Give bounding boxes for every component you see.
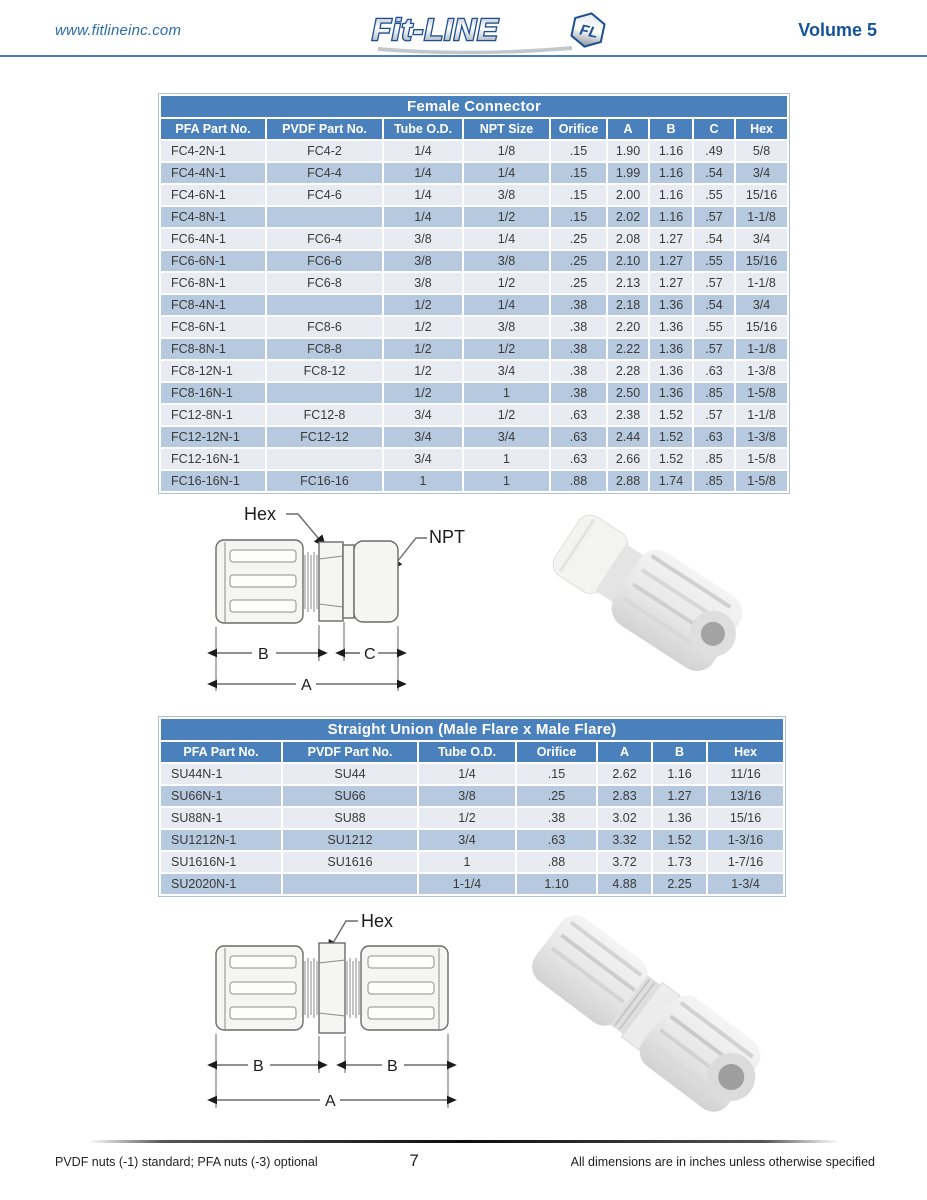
table-row <box>161 141 787 161</box>
table-cell: FC6-6N-1 <box>161 251 265 271</box>
straight-union-photo <box>518 903 768 1128</box>
table-cell: 15/16 <box>736 185 787 205</box>
table-row <box>161 229 787 249</box>
table-cell: 1/2 <box>384 295 462 315</box>
table-title-female-connector: Female Connector <box>161 96 787 117</box>
table-cell: SU1616N-1 <box>161 852 281 872</box>
table-cell: 15/16 <box>736 317 787 337</box>
table-row <box>161 185 787 205</box>
table-cell: .15 <box>517 764 596 784</box>
column-header: PFA Part No. <box>161 119 265 139</box>
table-cell: 1.52 <box>650 449 692 469</box>
table-cell: 1-7/16 <box>708 852 783 872</box>
table-cell: 1 <box>464 449 549 469</box>
table-cell: 3.02 <box>598 808 651 828</box>
table-cell: FC6-4 <box>267 229 382 249</box>
table-cell: FC8-12 <box>267 361 382 381</box>
table-row <box>161 427 787 447</box>
npt-callout-label: NPT <box>429 527 465 547</box>
table-cell: 11/16 <box>708 764 783 784</box>
table-cell: .63 <box>517 830 596 850</box>
table-cell: 1.52 <box>650 427 692 447</box>
table-row <box>161 405 787 425</box>
table-cell: .85 <box>694 449 734 469</box>
table-cell: FC4-2 <box>267 141 382 161</box>
fitline-logo-graphic <box>360 6 620 56</box>
table-cell: .63 <box>551 427 606 447</box>
female-connector-drawing <box>186 498 506 703</box>
column-header: PVDF Part No. <box>283 742 417 762</box>
dim-b-label: B <box>258 646 269 663</box>
dim-a-label: A <box>301 677 312 694</box>
table-cell: FC6-8 <box>267 273 382 293</box>
table-cell: 1 <box>384 471 462 491</box>
table-row <box>161 471 787 491</box>
straight-union-drawing <box>186 903 516 1128</box>
table-cell: 1.16 <box>650 141 692 161</box>
table-cell: .25 <box>551 273 606 293</box>
table-cell: 1.27 <box>653 786 706 806</box>
column-header: PVDF Part No. <box>267 119 382 139</box>
table-cell: SU1212N-1 <box>161 830 281 850</box>
table-cell: FC6-4N-1 <box>161 229 265 249</box>
table-cell: 13/16 <box>708 786 783 806</box>
table-cell: .38 <box>551 317 606 337</box>
table-row <box>161 361 787 381</box>
table-row <box>161 207 787 227</box>
table-row <box>161 273 787 293</box>
column-header: Orifice <box>517 742 596 762</box>
table-cell: FC12-8N-1 <box>161 405 265 425</box>
table-cell: 1-3/8 <box>736 427 787 447</box>
table-cell: 1/2 <box>464 339 549 359</box>
hex-callout-label: Hex <box>244 504 277 524</box>
female-connector-photo <box>533 498 768 698</box>
table-cell: .55 <box>694 317 734 337</box>
table-cell: 3/4 <box>384 427 462 447</box>
table-cell: 2.08 <box>608 229 648 249</box>
column-header-row <box>161 119 787 139</box>
table-cell: 1.27 <box>650 229 692 249</box>
table-cell <box>267 449 382 469</box>
table-cell: 1.36 <box>650 317 692 337</box>
straight-union-figure <box>158 903 768 1141</box>
dimension-a <box>216 677 398 694</box>
table-cell: 4.88 <box>598 874 651 894</box>
page-header <box>0 0 927 57</box>
table-cell: .88 <box>517 852 596 872</box>
table-cell: 2.20 <box>608 317 648 337</box>
table-row <box>161 874 783 894</box>
table-cell: 3/8 <box>419 786 515 806</box>
hex-callout-label: Hex <box>361 911 394 931</box>
table-cell: 1/2 <box>384 339 462 359</box>
table-cell: 1.27 <box>650 273 692 293</box>
table-cell: 1/4 <box>464 229 549 249</box>
table-cell: 1-3/16 <box>708 830 783 850</box>
table-row <box>161 317 787 337</box>
table-cell: 1/4 <box>384 163 462 183</box>
table-cell: .15 <box>551 207 606 227</box>
table-cell: 1/2 <box>384 317 462 337</box>
table-cell: FC8-4N-1 <box>161 295 265 315</box>
table-cell: 1-5/8 <box>736 471 787 491</box>
table-cell: 1.16 <box>650 185 692 205</box>
dimension-b-right <box>345 1058 448 1075</box>
table-cell: 15/16 <box>736 251 787 271</box>
column-header: Hex <box>736 119 787 139</box>
table-cell: 1/4 <box>464 295 549 315</box>
dimension-b-left <box>216 1058 319 1075</box>
table-cell: FC12-12N-1 <box>161 427 265 447</box>
drawing-left-threads <box>305 958 317 1018</box>
table-cell: FC8-8 <box>267 339 382 359</box>
table-cell: .38 <box>551 295 606 315</box>
table-cell: 2.00 <box>608 185 648 205</box>
table-cell: .15 <box>551 185 606 205</box>
table-cell: 2.28 <box>608 361 648 381</box>
table-cell: 1.52 <box>653 830 706 850</box>
table-row <box>161 786 783 806</box>
table-cell <box>267 295 382 315</box>
table-cell: .54 <box>694 163 734 183</box>
female-connector-table <box>158 93 790 494</box>
table-row <box>161 830 783 850</box>
table-cell: 3/4 <box>384 405 462 425</box>
table-cell: 1.27 <box>650 251 692 271</box>
table-cell: 1/4 <box>384 207 462 227</box>
table-cell: SU66 <box>283 786 417 806</box>
table-cell: 1.16 <box>650 207 692 227</box>
drawing-right-nut <box>361 946 448 1030</box>
table-cell: SU2020N-1 <box>161 874 281 894</box>
column-header: Tube O.D. <box>384 119 462 139</box>
table-cell: FC16-16N-1 <box>161 471 265 491</box>
column-header: A <box>598 742 651 762</box>
dimension-b <box>216 646 319 663</box>
table-cell: FC8-8N-1 <box>161 339 265 359</box>
table-cell: .63 <box>551 449 606 469</box>
dim-a-label: A <box>325 1093 336 1110</box>
table-cell: SU88 <box>283 808 417 828</box>
table-cell: 3/8 <box>464 317 549 337</box>
table-row <box>161 764 783 784</box>
table-cell: .57 <box>694 273 734 293</box>
table-cell: 15/16 <box>708 808 783 828</box>
table-cell: 1-1/8 <box>736 405 787 425</box>
table-cell: 1.36 <box>650 361 692 381</box>
table-cell: 1/4 <box>384 185 462 205</box>
table-cell: FC4-2N-1 <box>161 141 265 161</box>
table-cell: 3/4 <box>464 361 549 381</box>
table-cell: 1.36 <box>653 808 706 828</box>
footer-left-note: PVDF nuts (-1) standard; PFA nuts (-3) optional <box>55 1155 318 1169</box>
dim-b-left-label: B <box>253 1058 264 1075</box>
table-cell: .15 <box>551 163 606 183</box>
table-cell: 2.22 <box>608 339 648 359</box>
table-cell: 3/4 <box>464 427 549 447</box>
column-header: NPT Size <box>464 119 549 139</box>
drawing-right-threads <box>347 958 359 1018</box>
logo-fl-badge <box>570 10 606 49</box>
table-cell: .25 <box>551 229 606 249</box>
drawing-left-nut <box>216 946 303 1030</box>
table-cell: FC4-4 <box>267 163 382 183</box>
table-cell: .85 <box>694 471 734 491</box>
table-cell: 1 <box>464 383 549 403</box>
table-cell: FC6-6 <box>267 251 382 271</box>
table-cell: 3/4 <box>736 229 787 249</box>
website-url[interactable]: www.fitlineinc.com <box>55 22 182 39</box>
table-cell: .85 <box>694 383 734 403</box>
table-cell: .54 <box>694 295 734 315</box>
female-connector-rows <box>161 141 787 491</box>
table-cell: SU44N-1 <box>161 764 281 784</box>
table-cell: .25 <box>517 786 596 806</box>
table-cell: 1-1/8 <box>736 273 787 293</box>
straight-union-rows <box>161 764 783 894</box>
table-cell: FC4-8N-1 <box>161 207 265 227</box>
table-cell: 3/4 <box>736 295 787 315</box>
fitline-logo <box>360 6 620 56</box>
table-row <box>161 383 787 403</box>
table-cell: 1-1/4 <box>419 874 515 894</box>
column-header-row <box>161 742 783 762</box>
table-cell: .57 <box>694 339 734 359</box>
column-header: A <box>608 119 648 139</box>
table-cell: .55 <box>694 251 734 271</box>
table-cell: SU44 <box>283 764 417 784</box>
table-cell: .63 <box>694 361 734 381</box>
table-cell: 1.99 <box>608 163 648 183</box>
table-cell: FC12-8 <box>267 405 382 425</box>
table-cell: 1-3/4 <box>708 874 783 894</box>
column-header: B <box>653 742 706 762</box>
table-cell <box>267 207 382 227</box>
table-cell: SU88N-1 <box>161 808 281 828</box>
table-cell: 2.13 <box>608 273 648 293</box>
table-cell: 2.62 <box>598 764 651 784</box>
table-cell: 1.52 <box>650 405 692 425</box>
table-title-straight-union: Straight Union (Male Flare x Male Flare) <box>161 719 783 740</box>
table-cell: 2.18 <box>608 295 648 315</box>
column-header: Tube O.D. <box>419 742 515 762</box>
table-cell: 1-3/8 <box>736 361 787 381</box>
drawing-threads <box>305 552 317 612</box>
table-cell: 1/2 <box>464 273 549 293</box>
table-cell: 3/4 <box>736 163 787 183</box>
table-cell: 1.36 <box>650 383 692 403</box>
table-cell: 3/8 <box>384 251 462 271</box>
table-cell: 1/4 <box>419 764 515 784</box>
table-cell: 1/2 <box>419 808 515 828</box>
table-cell: 1/2 <box>464 207 549 227</box>
column-header: C <box>694 119 734 139</box>
table-cell: 1-5/8 <box>736 449 787 469</box>
table-cell: 1 <box>464 471 549 491</box>
column-header: Hex <box>708 742 783 762</box>
table-cell: FC12-12 <box>267 427 382 447</box>
page-number: 7 <box>409 1151 419 1170</box>
table-cell: .55 <box>694 185 734 205</box>
table-cell: 1/4 <box>384 141 462 161</box>
table-cell: .49 <box>694 141 734 161</box>
table-cell: .63 <box>694 427 734 447</box>
logo-fl-text: FL <box>577 20 600 42</box>
npt-callout-leader <box>397 538 427 562</box>
table-cell: .38 <box>551 383 606 403</box>
table-cell: 3/8 <box>384 273 462 293</box>
table-row <box>161 339 787 359</box>
table-cell: .15 <box>551 141 606 161</box>
table-row <box>161 295 787 315</box>
dim-c-label: C <box>364 646 376 663</box>
volume-label: Volume 5 <box>798 20 877 40</box>
table-cell: 2.66 <box>608 449 648 469</box>
dimension-c <box>344 646 398 663</box>
table-cell: 2.50 <box>608 383 648 403</box>
table-cell: FC4-6N-1 <box>161 185 265 205</box>
table-cell: SU66N-1 <box>161 786 281 806</box>
table-cell: 1/4 <box>464 163 549 183</box>
table-cell: 2.38 <box>608 405 648 425</box>
table-cell: 3/8 <box>464 251 549 271</box>
table-cell: 1-5/8 <box>736 383 787 403</box>
hex-callout-leader <box>286 514 319 539</box>
table-cell: .38 <box>551 361 606 381</box>
column-header: Orifice <box>551 119 606 139</box>
table-cell: FC4-6 <box>267 185 382 205</box>
table-cell <box>267 383 382 403</box>
table-cell: .25 <box>551 251 606 271</box>
table-row <box>161 163 787 183</box>
table-cell: 1.73 <box>653 852 706 872</box>
table-cell: 1.90 <box>608 141 648 161</box>
table-cell: 1/2 <box>464 405 549 425</box>
logo-wordmark: Fit-LINE <box>371 11 499 47</box>
table-row <box>161 449 787 469</box>
table-row <box>161 251 787 271</box>
table-cell: FC8-12N-1 <box>161 361 265 381</box>
table-cell: 2.10 <box>608 251 648 271</box>
table-cell: 2.44 <box>608 427 648 447</box>
logo-swoosh <box>378 46 572 54</box>
table-cell: 1.36 <box>650 295 692 315</box>
straight-union-table <box>158 716 786 897</box>
table-cell: 1.10 <box>517 874 596 894</box>
table-cell: 1/8 <box>464 141 549 161</box>
footer-right-note: All dimensions are in inches unless otherwise specified <box>570 1155 875 1169</box>
table-cell: 1.36 <box>650 339 692 359</box>
table-cell: 1.16 <box>650 163 692 183</box>
table-cell: .54 <box>694 229 734 249</box>
table-cell: SU1212 <box>283 830 417 850</box>
table-cell: .63 <box>551 405 606 425</box>
table-cell: 3.32 <box>598 830 651 850</box>
table-cell: FC16-16 <box>267 471 382 491</box>
table-cell: .57 <box>694 207 734 227</box>
dim-b-right-label: B <box>387 1058 398 1075</box>
table-cell: .57 <box>694 405 734 425</box>
table-cell: .88 <box>551 471 606 491</box>
table-cell: 1-1/8 <box>736 207 787 227</box>
table-cell: FC8-6N-1 <box>161 317 265 337</box>
table-cell: FC8-6 <box>267 317 382 337</box>
drawing-npt-body <box>343 541 398 622</box>
table-cell: .38 <box>551 339 606 359</box>
table-cell: 2.02 <box>608 207 648 227</box>
table-cell: .38 <box>517 808 596 828</box>
column-header: B <box>650 119 692 139</box>
table-cell: 3/8 <box>464 185 549 205</box>
table-cell: 3.72 <box>598 852 651 872</box>
table-cell: 1.74 <box>650 471 692 491</box>
column-header: PFA Part No. <box>161 742 281 762</box>
hex-callout-leader <box>333 921 358 943</box>
dimension-a <box>216 1093 448 1110</box>
table-cell: FC12-16N-1 <box>161 449 265 469</box>
table-cell: 1-1/8 <box>736 339 787 359</box>
page-footer <box>0 1140 927 1171</box>
table-cell: 1/2 <box>384 383 462 403</box>
table-cell: SU1616 <box>283 852 417 872</box>
table-cell: 3/4 <box>384 449 462 469</box>
table-row <box>161 852 783 872</box>
drawing-hex <box>319 542 343 621</box>
table-cell: 5/8 <box>736 141 787 161</box>
drawing-nut <box>216 540 303 623</box>
table-cell: 3/4 <box>419 830 515 850</box>
table-cell: 1/2 <box>384 361 462 381</box>
drawing-center-hex <box>319 943 345 1033</box>
table-cell: FC4-4N-1 <box>161 163 265 183</box>
table-cell: 1 <box>419 852 515 872</box>
table-row <box>161 808 783 828</box>
table-cell: FC8-16N-1 <box>161 383 265 403</box>
table-cell: 2.83 <box>598 786 651 806</box>
table-cell: 1.16 <box>653 764 706 784</box>
table-cell: FC6-8N-1 <box>161 273 265 293</box>
page-content <box>158 93 778 1141</box>
table-cell: 2.25 <box>653 874 706 894</box>
table-cell: 2.88 <box>608 471 648 491</box>
table-cell: 3/8 <box>384 229 462 249</box>
table-cell <box>283 874 417 894</box>
female-connector-figure <box>158 498 768 706</box>
